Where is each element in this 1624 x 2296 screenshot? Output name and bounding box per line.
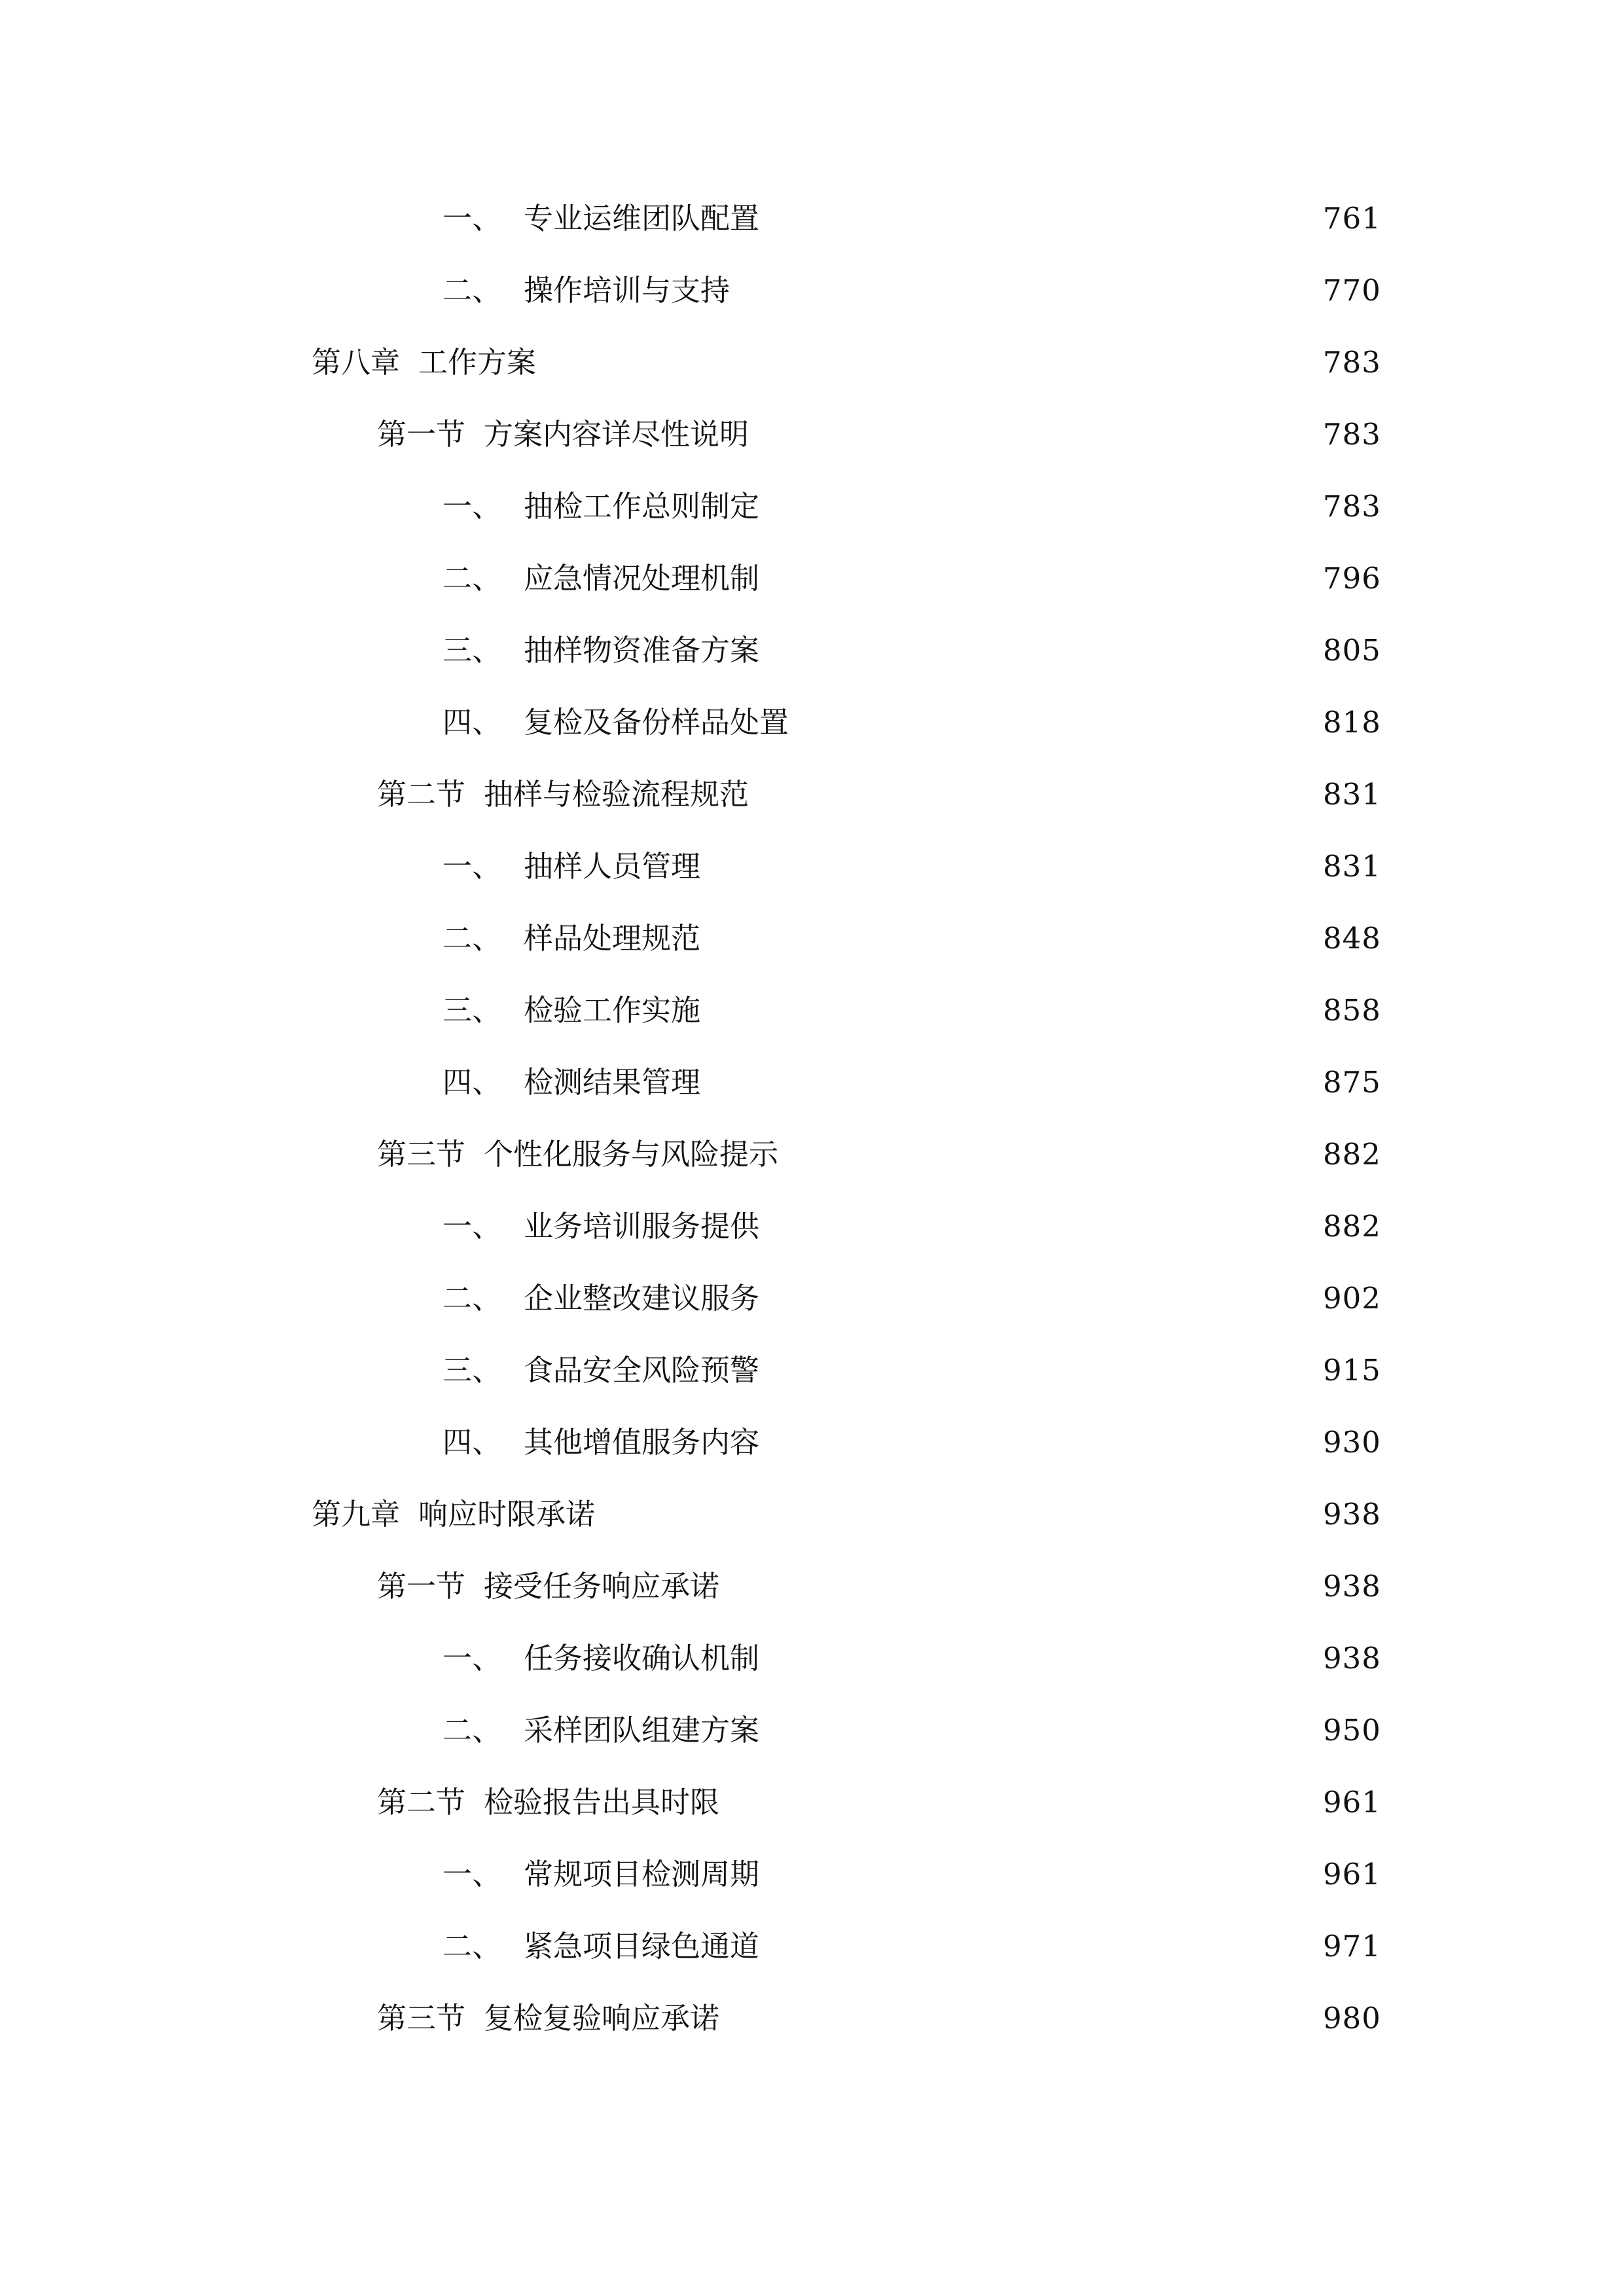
entry-number: 一、 bbox=[442, 201, 502, 236]
toc-entry[interactable] bbox=[442, 912, 1381, 965]
page-number: 831 bbox=[1323, 777, 1381, 812]
entry-title: 企业整改建议服务 bbox=[524, 1281, 760, 1316]
page-number: 961 bbox=[1323, 1857, 1381, 1892]
toc-entry-section[interactable] bbox=[377, 1992, 1381, 2045]
entry-number: 一、 bbox=[442, 1209, 502, 1244]
toc-entry-chapter[interactable] bbox=[312, 1488, 1381, 1541]
toc-entry-section[interactable] bbox=[377, 1128, 1381, 1181]
dot-leader bbox=[767, 1920, 1312, 1973]
dot-leader bbox=[767, 1272, 1312, 1325]
entry-title: 样品处理规范 bbox=[524, 921, 701, 956]
entry-title: 工作方案 bbox=[418, 345, 537, 380]
entry-number: 二、 bbox=[442, 273, 502, 308]
dot-leader bbox=[767, 624, 1312, 677]
page-number: 796 bbox=[1323, 561, 1381, 596]
entry-number: 二、 bbox=[442, 561, 502, 596]
entry-number: 第二节 bbox=[377, 777, 466, 812]
entry-number: 第九章 bbox=[312, 1497, 401, 1532]
dot-leader bbox=[708, 1056, 1312, 1109]
page-number: 882 bbox=[1323, 1137, 1381, 1172]
toc-entry[interactable] bbox=[442, 192, 1381, 245]
entry-number: 第三节 bbox=[377, 1137, 466, 1172]
toc-entry[interactable] bbox=[442, 552, 1381, 605]
page-number: 783 bbox=[1323, 417, 1381, 452]
entry-title: 抽样物资准备方案 bbox=[524, 633, 760, 668]
page-number: 848 bbox=[1323, 921, 1381, 956]
dot-leader bbox=[727, 1776, 1312, 1829]
page-number: 882 bbox=[1323, 1209, 1381, 1244]
page-number: 805 bbox=[1323, 633, 1381, 668]
toc-entry-section[interactable] bbox=[377, 408, 1381, 461]
entry-title: 应急情况处理机制 bbox=[524, 561, 760, 596]
page-number: 770 bbox=[1323, 273, 1381, 308]
entry-title: 食品安全风险预警 bbox=[524, 1353, 760, 1388]
entry-number: 三、 bbox=[442, 1353, 502, 1388]
toc-entry[interactable] bbox=[442, 984, 1381, 1037]
toc-entry-section[interactable] bbox=[377, 768, 1381, 821]
entry-number: 第一节 bbox=[377, 1569, 466, 1604]
toc-entry[interactable] bbox=[442, 1272, 1381, 1325]
dot-leader bbox=[603, 1488, 1312, 1541]
toc-entry[interactable] bbox=[442, 624, 1381, 677]
entry-title: 其他增值服务内容 bbox=[524, 1425, 760, 1460]
entry-number: 四、 bbox=[442, 1065, 502, 1100]
entry-number: 一、 bbox=[442, 849, 502, 884]
entry-title: 抽样与检验流程规范 bbox=[484, 777, 749, 812]
page-number: 783 bbox=[1323, 345, 1381, 380]
page-number: 783 bbox=[1323, 489, 1381, 524]
entry-title: 任务接收确认机制 bbox=[524, 1641, 760, 1676]
page-number: 938 bbox=[1323, 1497, 1381, 1532]
dot-leader bbox=[708, 912, 1312, 965]
entry-title: 业务培训服务提供 bbox=[524, 1209, 760, 1244]
toc-entry-section[interactable] bbox=[377, 1776, 1381, 1829]
entry-number: 三、 bbox=[442, 993, 502, 1028]
page-number: 971 bbox=[1323, 1929, 1381, 1964]
dot-leader bbox=[738, 264, 1312, 317]
entry-number: 第二节 bbox=[377, 1785, 466, 1820]
toc-entry[interactable] bbox=[442, 1704, 1381, 1757]
page-number: 818 bbox=[1323, 705, 1381, 740]
entry-number: 四、 bbox=[442, 705, 502, 740]
page-number: 961 bbox=[1323, 1785, 1381, 1820]
toc-entry[interactable] bbox=[442, 1200, 1381, 1253]
dot-leader bbox=[708, 840, 1312, 893]
dot-leader bbox=[767, 1416, 1312, 1469]
page-number: 938 bbox=[1323, 1641, 1381, 1676]
toc-entry[interactable] bbox=[442, 1416, 1381, 1469]
toc-entry[interactable] bbox=[442, 1920, 1381, 1973]
dot-leader bbox=[757, 768, 1312, 821]
page-number: 831 bbox=[1323, 849, 1381, 884]
entry-title: 个性化服务与风险提示 bbox=[484, 1137, 779, 1172]
page-number: 938 bbox=[1323, 1569, 1381, 1604]
entry-number: 第一节 bbox=[377, 417, 466, 452]
dot-leader bbox=[727, 1992, 1312, 2045]
page-number: 950 bbox=[1323, 1713, 1381, 1748]
page-number: 930 bbox=[1323, 1425, 1381, 1460]
dot-leader bbox=[767, 480, 1312, 533]
dot-leader bbox=[767, 1848, 1312, 1901]
entry-number: 二、 bbox=[442, 921, 502, 956]
toc-entry[interactable] bbox=[442, 1848, 1381, 1901]
dot-leader bbox=[786, 1128, 1312, 1181]
entry-title: 常规项目检测周期 bbox=[524, 1857, 760, 1892]
toc-entry-section[interactable] bbox=[377, 1560, 1381, 1613]
toc-entry[interactable] bbox=[442, 696, 1381, 749]
dot-leader bbox=[544, 336, 1312, 389]
entry-title: 抽检工作总则制定 bbox=[524, 489, 760, 524]
dot-leader bbox=[727, 1560, 1312, 1613]
page-number: 858 bbox=[1323, 993, 1381, 1028]
entry-number: 第三节 bbox=[377, 2001, 466, 2036]
entry-number: 四、 bbox=[442, 1425, 502, 1460]
entry-title: 专业运维团队配置 bbox=[524, 201, 760, 236]
entry-title: 检验工作实施 bbox=[524, 993, 701, 1028]
entry-number: 二、 bbox=[442, 1929, 502, 1964]
entry-title: 抽样人员管理 bbox=[524, 849, 701, 884]
entry-title: 检测结果管理 bbox=[524, 1065, 701, 1100]
entry-title: 复检及备份样品处置 bbox=[524, 705, 789, 740]
dot-leader bbox=[767, 192, 1312, 245]
entry-title: 响应时限承诺 bbox=[418, 1497, 596, 1532]
page-number: 875 bbox=[1323, 1065, 1381, 1100]
entry-title: 紧急项目绿色通道 bbox=[524, 1929, 760, 1964]
entry-number: 二、 bbox=[442, 1713, 502, 1748]
dot-leader bbox=[797, 696, 1312, 749]
entry-title: 检验报告出具时限 bbox=[484, 1785, 720, 1820]
dot-leader bbox=[767, 552, 1312, 605]
entry-number: 一、 bbox=[442, 1857, 502, 1892]
toc-entry[interactable] bbox=[442, 480, 1381, 533]
toc-entry[interactable] bbox=[442, 264, 1381, 317]
dot-leader bbox=[767, 1200, 1312, 1253]
page-number: 915 bbox=[1323, 1353, 1381, 1388]
page-number: 761 bbox=[1323, 201, 1381, 236]
toc-entry[interactable] bbox=[442, 1056, 1381, 1109]
toc-entry[interactable] bbox=[442, 840, 1381, 893]
entry-number: 一、 bbox=[442, 1641, 502, 1676]
entry-number: 三、 bbox=[442, 633, 502, 668]
entry-title: 操作培训与支持 bbox=[524, 273, 731, 308]
dot-leader bbox=[757, 408, 1312, 461]
entry-number: 第八章 bbox=[312, 345, 401, 380]
toc-entry[interactable] bbox=[442, 1344, 1381, 1397]
toc-entry[interactable] bbox=[442, 1632, 1381, 1685]
dot-leader bbox=[708, 984, 1312, 1037]
entry-title: 接受任务响应承诺 bbox=[484, 1569, 720, 1604]
page-number: 980 bbox=[1323, 2001, 1381, 2036]
entry-title: 方案内容详尽性说明 bbox=[484, 417, 749, 452]
dot-leader bbox=[767, 1704, 1312, 1757]
entry-number: 二、 bbox=[442, 1281, 502, 1316]
page-number: 902 bbox=[1323, 1281, 1381, 1316]
entry-title: 复检复验响应承诺 bbox=[484, 2001, 720, 2036]
dot-leader bbox=[767, 1632, 1312, 1685]
dot-leader bbox=[767, 1344, 1312, 1397]
toc-entry-chapter[interactable] bbox=[312, 336, 1381, 389]
entry-title: 采样团队组建方案 bbox=[524, 1713, 760, 1748]
entry-number: 一、 bbox=[442, 489, 502, 524]
